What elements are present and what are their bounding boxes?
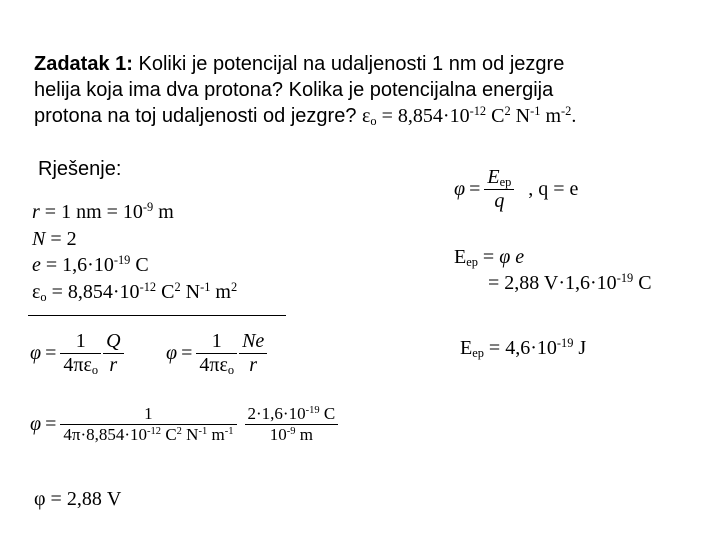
formula2-constant: $\frac{1}{4\pi\varepsilon_o}$ — [196, 330, 237, 377]
problem-label: Zadatak 1: — [34, 53, 133, 75]
problem-statement — [34, 51, 576, 129]
solution-heading: Rješenje: — [38, 158, 122, 180]
formula-phi-eep-over-q: φ = $\frac{E_{ep}}{q}$ , q = e — [454, 166, 579, 212]
result-eep: $E_{ep} = 4,6\cdot 10^{-19}$ J — [460, 336, 587, 361]
problem-line-1 — [34, 51, 576, 77]
problem-line-3 — [34, 103, 576, 129]
formula-phi-numeric: φ = $\frac{1}{4\pi\cdot 8,854\cdot 10^{-12} C^2 N^{-1} m^{-1}}$ $\frac{2\cdot 1,6\cdot 10^{-19} C}{10^{-9} m}$ — [30, 404, 338, 445]
formula-phi-ne: φ = $\frac{1}{4\pi\varepsilon_o}$ $\frac{Ne}{r}$ — [166, 330, 267, 377]
eep-line-2: = 2,88 $V\cdot 1,6\cdot 10^{-19}$ C — [488, 271, 652, 294]
given-n: N = 2 — [32, 227, 77, 250]
eep-expression — [454, 244, 652, 296]
formula2-ne-over-r: $\frac{Ne}{r}$ — [239, 330, 267, 377]
formula-phi-q: φ = $\frac{1}{4\pi\varepsilon_o}$ $\frac{Q}{r}$ — [30, 330, 124, 377]
formula3-constant: $\frac{1}{4\pi\cdot 8,854\cdot 10^{-12} C^2 N^{-1} m^{-1}}$ — [60, 404, 236, 445]
eep-over-q: $\frac{E_{ep}}{q}$ — [484, 166, 514, 213]
problem-text-1: Koliki je potencijal na udaljenosti 1 nm od jezgre — [138, 53, 565, 75]
formula3-charge-over-distance: $\frac{2\cdot 1,6\cdot 10^{-19} C}{10^{-9} m}$ — [245, 404, 339, 445]
given-epsilon: $\varepsilon_o = 8,854\cdot 10^{-12}$ $C^2$ $N^{-1}$ $m^2$ — [32, 279, 238, 304]
given-values — [32, 199, 237, 305]
eep-line-1: $E_{ep} = \varphi$ e — [454, 246, 525, 270]
problem-text-3: protona na toj udaljenosti od jezgre? — [34, 105, 357, 127]
given-r: r = 1 nm = $10^{-9}$ m — [32, 200, 174, 223]
result-phi: φ = 2,88 V — [34, 488, 122, 510]
epsilon-constant: $\varepsilon_o = 8,854\cdot 10^{-12}$ $C^2$ $N^{-1}$ $m^{-2}$. — [362, 104, 577, 129]
given-e: $e = 1,6\cdot 10^{-19}$ C — [32, 253, 149, 276]
formula1-q-over-r: $\frac{Q}{r}$ — [103, 330, 123, 377]
given-divider — [28, 315, 286, 316]
formula1-constant: $\frac{1}{4\pi\varepsilon_o}$ — [60, 330, 101, 377]
condition-q-equals-e: , q = e — [528, 178, 579, 200]
problem-line-2: helija koja ima dva protona? Kolika je potencijalna energija — [34, 79, 554, 101]
